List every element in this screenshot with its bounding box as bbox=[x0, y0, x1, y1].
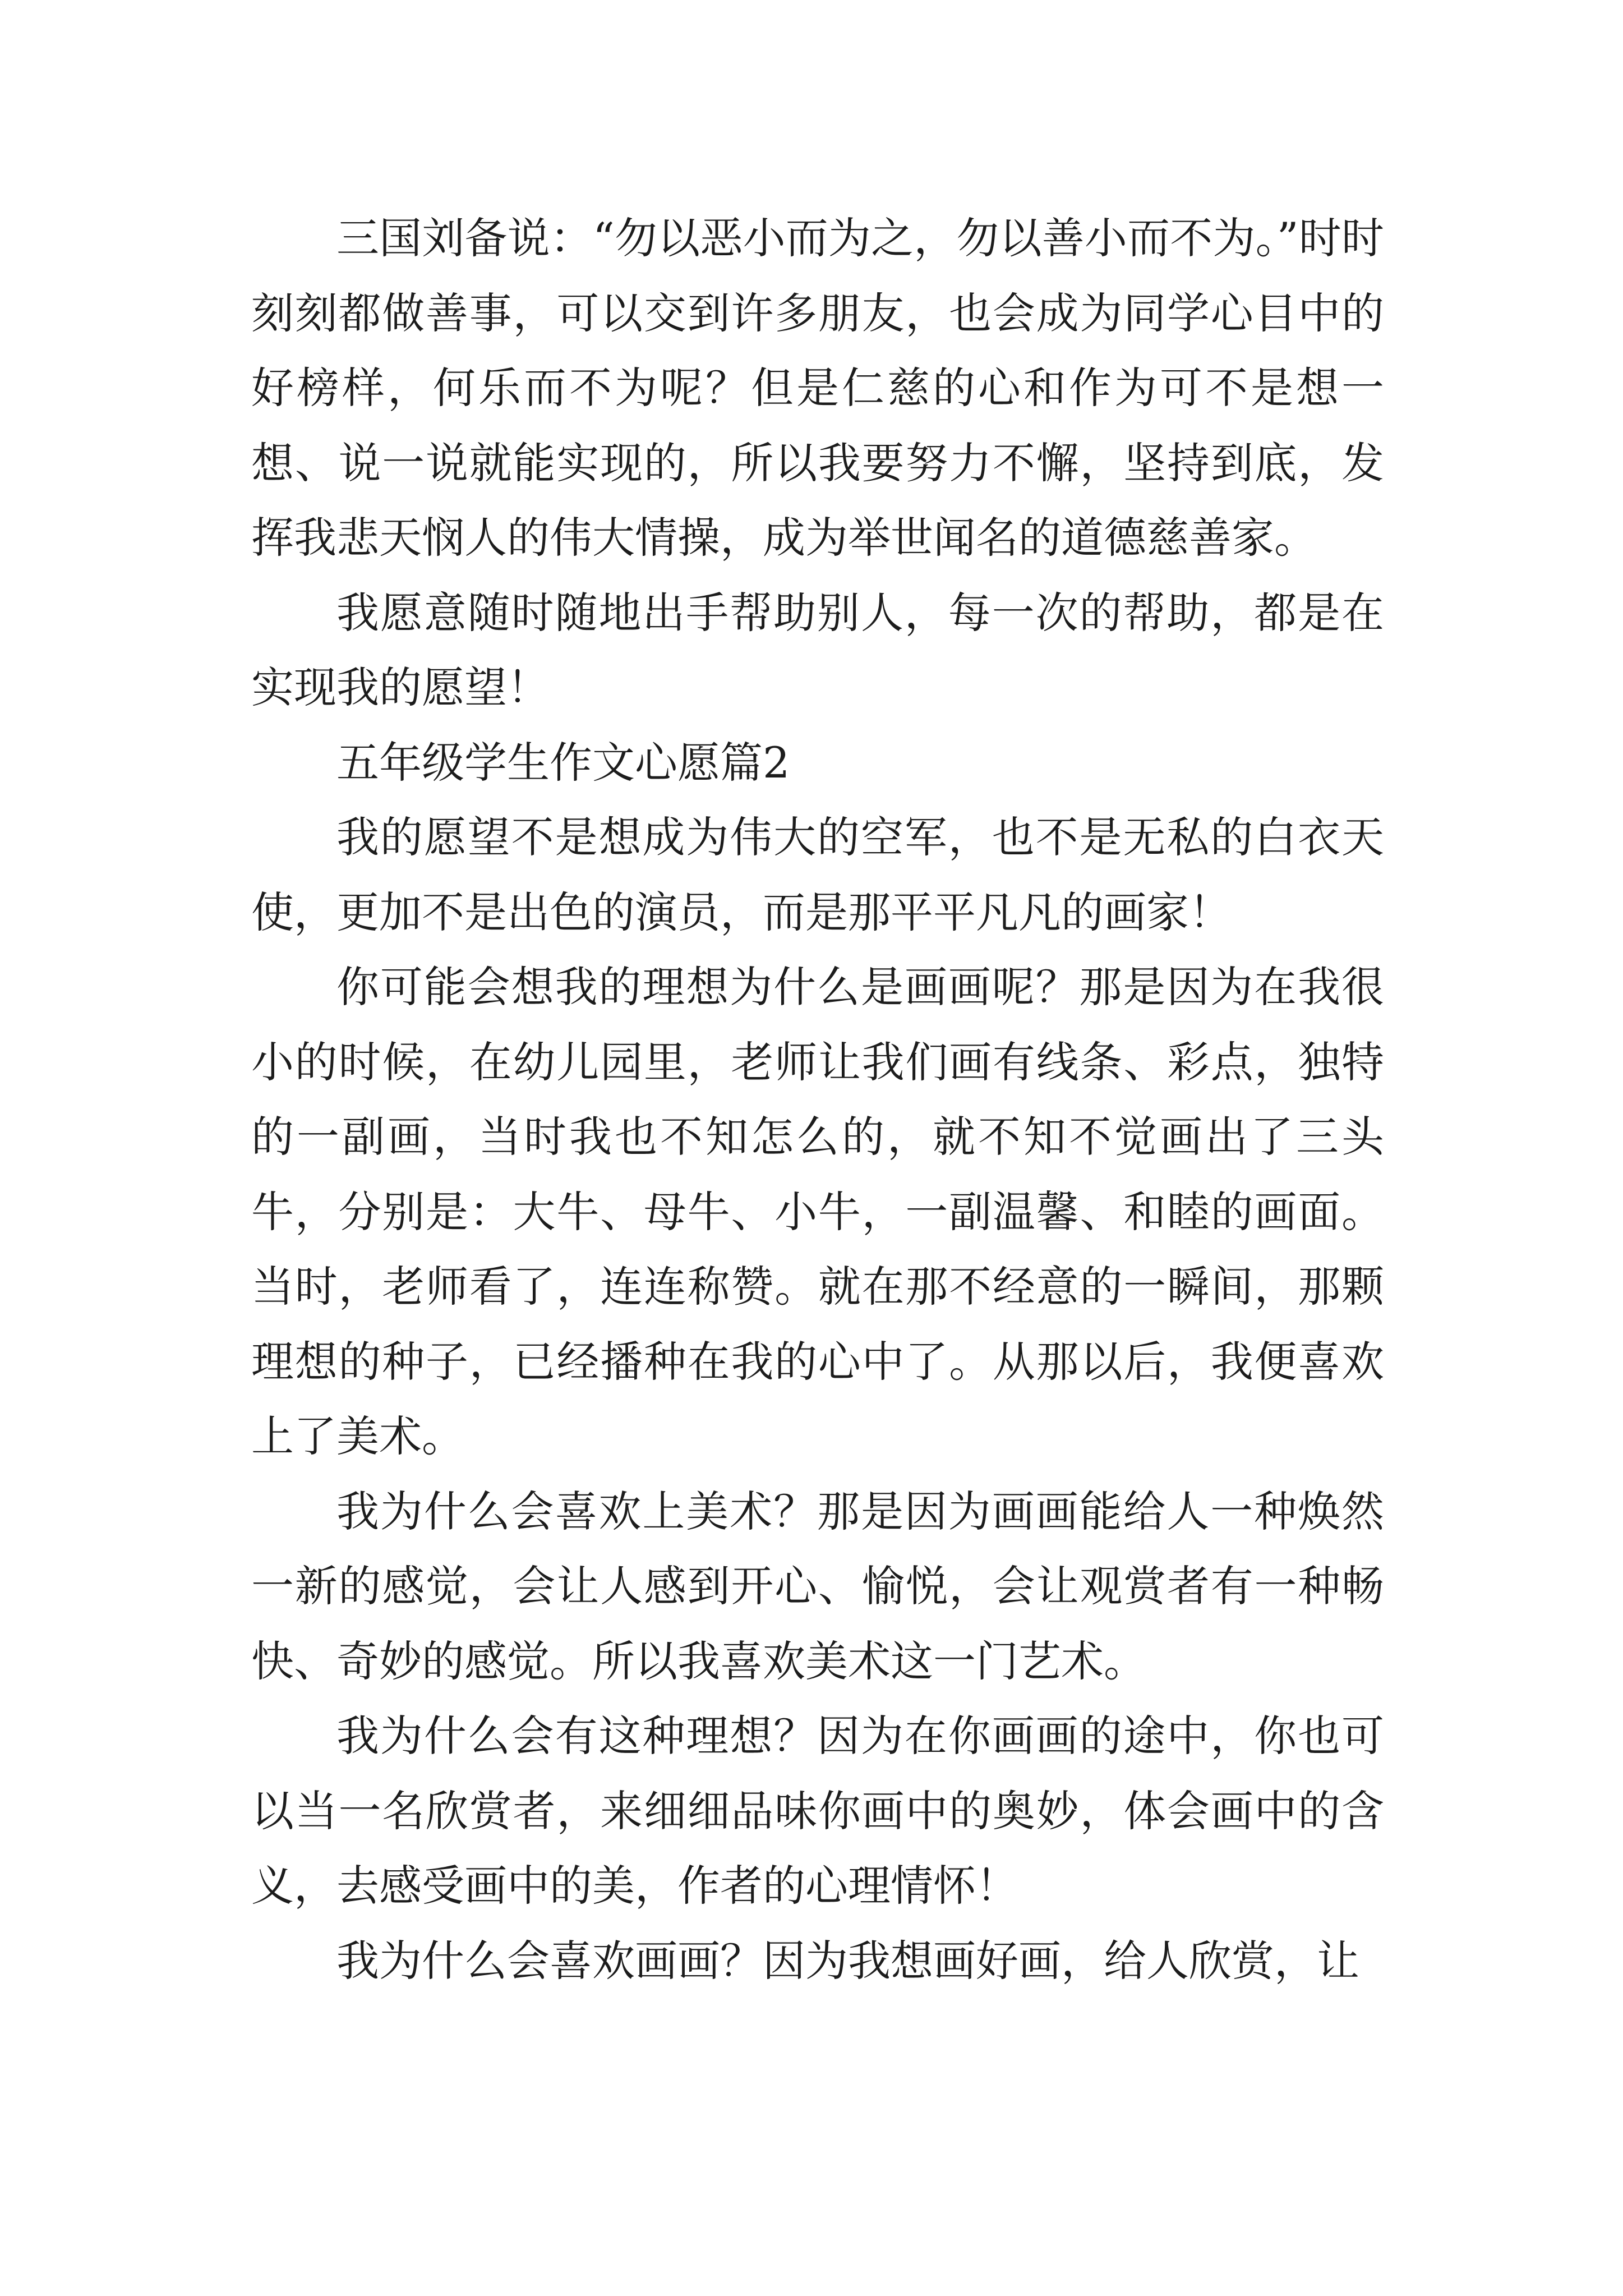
document-page bbox=[251, 201, 1384, 1998]
paragraph-why-painting: 我为什么会喜欢画画？因为我想画好画，给人欣赏，让 bbox=[336, 1935, 1359, 1986]
paragraph-liubei-quote: 三国刘备说：“勿以恶小而为之，勿以善小而不为。”时时刻刻都做善事，可以交到许多朋友，也会成为同学心目中的好榜样，何乐而不为呢？但是仁慈的心和作为可不是想一想、说一说就能实现的，所以我要努力不懈，坚持到底，发挥我悲天悯人的伟大情操，成为举世闻名的道德慈善家。 bbox=[251, 213, 1384, 563]
paragraph-painter-wish: 我的愿望不是想成为伟大的空军，也不是无私的白衣天使，更加不是出色的演员，而是那平平凡凡的画家！ bbox=[251, 812, 1384, 937]
paragraph-childhood-story: 你可能会想我的理想为什么是画画呢？那是因为在我很小的时候，在幼儿园里，老师让我们画有线条、彩点，独特的一副画，当时我也不知怎么的，就不知不觉画出了三头牛，分别是：大牛、母牛、小牛，一副温馨、和睦的画面。当时，老师看了，连连称赞。就在那不经意的一瞬间，那颗理想的种子，已经播种在我的心中了。从那以后，我便喜欢上了美术。 bbox=[251, 962, 1384, 1461]
paragraph-why-ideal: 我为什么会有这种理想？因为在你画画的途中，你也可以当一名欣赏者，来细细品味你画中的奥妙，体会画中的含义，去感受画中的美，作者的心理情怀！ bbox=[251, 1711, 1384, 1911]
essay-title: 五年级学生作文心愿篇2 bbox=[336, 737, 790, 788]
paragraph-why-art: 我为什么会喜欢上美术？那是因为画画能给人一种焕然一新的感觉，会让人感到开心、愉悦，会让观赏者有一种畅快、奇妙的感觉。所以我喜欢美术这一门艺术。 bbox=[251, 1486, 1384, 1686]
paragraph-wish-help: 我愿意随时随地出手帮助别人，每一次的帮助，都是在实现我的愿望！ bbox=[251, 587, 1384, 712]
